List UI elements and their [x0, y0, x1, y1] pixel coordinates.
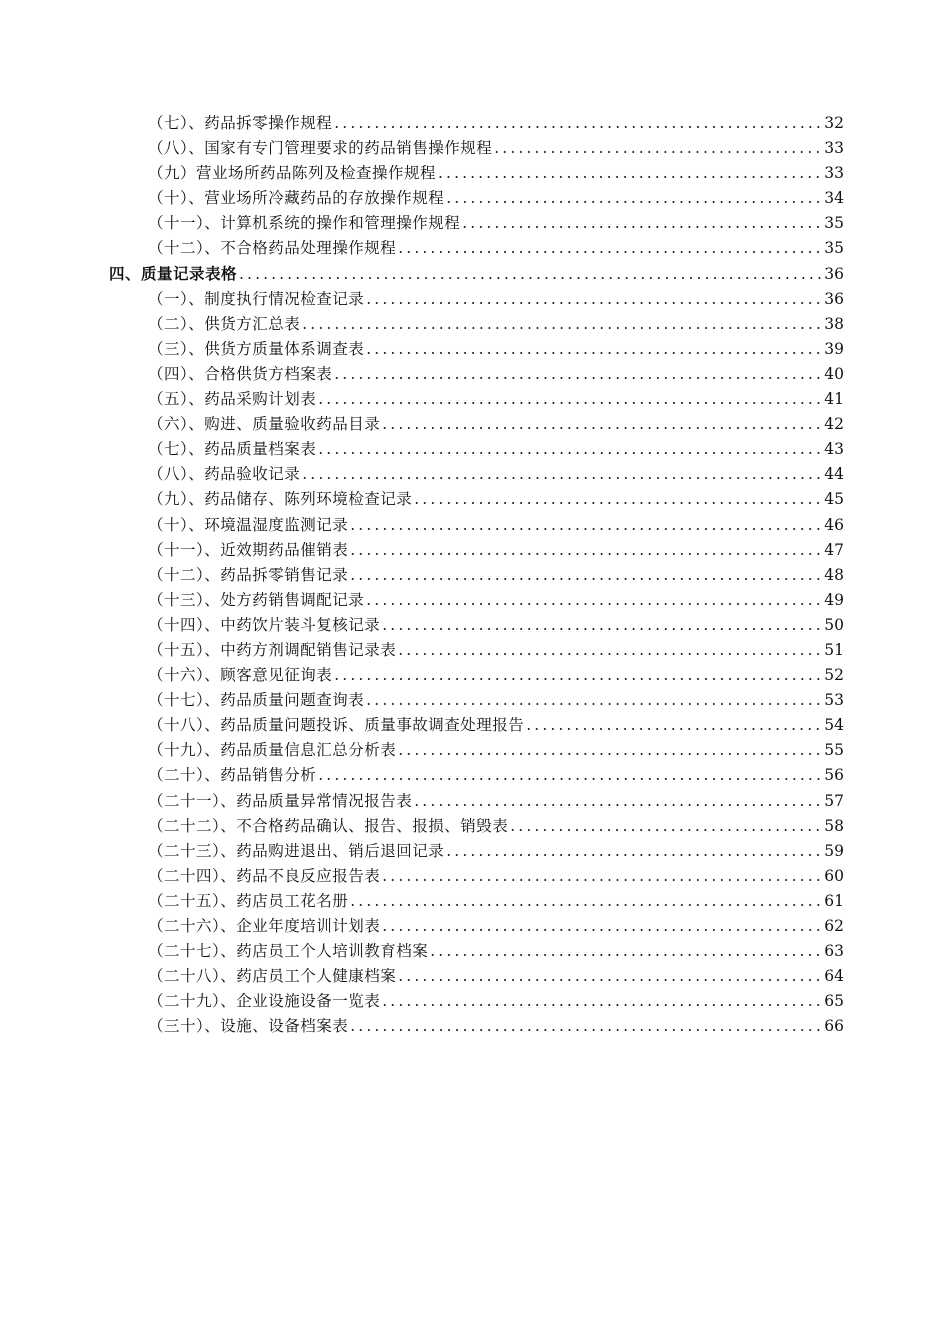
toc-entry-page: 58 [824, 816, 844, 835]
toc-entry-page: 54 [824, 716, 844, 735]
toc-entry-title: （十七）、药品质量问题查询表 [148, 691, 365, 710]
toc-entry-title: （二十九）、企业设施设备一览表 [148, 992, 381, 1011]
toc-entry-page: 48 [824, 565, 844, 584]
toc-entry[interactable] [0, 889, 950, 914]
toc-entry-page: 44 [824, 465, 844, 484]
toc-entry-page: 41 [824, 390, 844, 409]
toc-entry[interactable] [0, 437, 950, 462]
toc-entry-page: 43 [824, 440, 844, 459]
toc-entry[interactable] [0, 337, 950, 362]
dot-leader [396, 236, 822, 261]
toc-section-title: 四、质量记录表格 [109, 264, 238, 283]
toc-entry[interactable] [0, 563, 950, 588]
toc-entry-page: 33 [824, 139, 844, 158]
dot-leader [364, 588, 822, 613]
toc-entry-title: （十二）、不合格药品处理操作规程 [148, 239, 397, 258]
toc-entry-page: 35 [824, 239, 844, 258]
toc-entry[interactable] [0, 964, 950, 989]
toc-entry[interactable] [0, 914, 950, 939]
dot-leader [396, 964, 822, 989]
dot-leader [300, 462, 822, 487]
toc-entry[interactable] [0, 487, 950, 512]
dot-leader [412, 487, 822, 512]
dot-leader [436, 161, 822, 186]
dot-leader [348, 889, 822, 914]
toc-entry[interactable] [0, 763, 950, 788]
toc-entry-page: 55 [824, 741, 844, 760]
toc-entry[interactable] [0, 789, 950, 814]
dot-leader [364, 287, 822, 312]
toc-entry[interactable] [0, 513, 950, 538]
toc-entry[interactable] [0, 412, 950, 437]
toc-entry-page: 46 [824, 515, 844, 534]
toc-entry-title: （七）、药品拆零操作规程 [148, 114, 333, 132]
toc-section-heading[interactable] [0, 262, 950, 287]
toc-entry-title: （二十七）、药店员工个人培训教育档案 [148, 942, 429, 961]
toc-entry-title: （二十一）、药品质量异常情况报告表 [148, 791, 413, 810]
dot-leader [332, 362, 822, 387]
toc-entry[interactable] [0, 638, 950, 663]
toc-entry[interactable] [0, 111, 950, 136]
toc-entry-title: （七）、药品质量档案表 [148, 440, 317, 459]
dot-leader [444, 186, 822, 211]
dot-leader [380, 613, 822, 638]
toc-entry-title: （十四）、中药饮片装斗复核记录 [148, 615, 381, 634]
toc-entry[interactable] [0, 864, 950, 889]
toc-entry-title: （十二）、药品拆零销售记录 [148, 565, 349, 584]
toc-entry-title: （二十三）、药品购进退出、销后退回记录 [148, 841, 445, 860]
toc-entry-title: （二十二）、不合格药品确认、报告、报损、销毁表 [148, 816, 509, 835]
toc-entry-title: （十一）、计算机系统的操作和管理操作规程 [148, 214, 461, 233]
toc-entry-page: 39 [824, 339, 844, 358]
toc-entry-page: 36 [824, 289, 844, 308]
dot-leader [348, 563, 822, 588]
toc-entry[interactable] [0, 312, 950, 337]
toc-entry-title: （五）、药品采购计划表 [148, 390, 317, 409]
toc-entry-title: （二十八）、药店员工个人健康档案 [148, 967, 397, 986]
toc-entry[interactable] [0, 688, 950, 713]
toc-entry-title: （二十五）、药店员工花名册 [148, 891, 349, 910]
dot-leader [237, 262, 822, 287]
toc-entry-page: 40 [824, 364, 844, 383]
toc-entry[interactable] [0, 738, 950, 763]
toc-entry-page: 45 [824, 490, 844, 509]
dot-leader [364, 688, 822, 713]
toc-entry-title: （一）、制度执行情况检查记录 [148, 289, 365, 308]
toc-entry[interactable] [0, 713, 950, 738]
dot-leader [316, 437, 822, 462]
dot-leader [508, 814, 822, 839]
toc-entry-page: 64 [824, 967, 844, 986]
dot-leader [332, 111, 822, 136]
toc-entry[interactable] [0, 663, 950, 688]
toc-entry-title: （九）营业场所药品陈列及检查操作规程 [148, 164, 437, 183]
dot-leader [380, 989, 822, 1014]
toc-entry-title: （十六）、顾客意见征询表 [148, 666, 333, 685]
toc-entry-page: 49 [824, 590, 844, 609]
toc-entry-page: 32 [824, 114, 844, 132]
toc-entry-title: （十）、环境温湿度监测记录 [148, 515, 349, 534]
toc-entry[interactable] [0, 588, 950, 613]
toc-entry-page: 57 [824, 791, 844, 810]
toc-entry-page: 60 [824, 866, 844, 885]
toc-entry-title: （八）、国家有专门管理要求的药品销售操作规程 [148, 139, 493, 158]
toc-entry-page: 42 [824, 415, 844, 434]
dot-leader [316, 387, 822, 412]
toc-entry[interactable] [0, 136, 950, 161]
dot-leader [412, 789, 822, 814]
dot-leader [380, 412, 822, 437]
toc-entry[interactable] [0, 161, 950, 186]
dot-leader [300, 312, 822, 337]
toc-entry[interactable] [0, 186, 950, 211]
dot-leader [524, 713, 822, 738]
toc-entry[interactable] [0, 939, 950, 964]
dot-leader [380, 864, 822, 889]
dot-leader [460, 211, 822, 236]
toc-entry[interactable] [0, 613, 950, 638]
toc-entry-title: （四）、合格供货方档案表 [148, 364, 333, 383]
toc-entry-title: （十一）、近效期药品催销表 [148, 540, 349, 559]
toc-entry-page: 66 [824, 1017, 844, 1036]
toc-entry[interactable] [0, 989, 950, 1014]
toc-entry-page: 62 [824, 917, 844, 935]
toc-entry-title: （三）、供货方质量体系调查表 [148, 339, 365, 358]
toc-entry-page: 38 [824, 314, 844, 333]
toc-entry-page: 52 [824, 666, 844, 685]
dot-leader [316, 763, 822, 788]
toc-entry-title: （三十）、设施、设备档案表 [148, 1017, 349, 1036]
toc-entry-title: （十）、营业场所冷藏药品的存放操作规程 [148, 189, 445, 208]
dot-leader [348, 513, 822, 538]
toc-entry[interactable] [0, 211, 950, 236]
toc-entry[interactable] [0, 362, 950, 387]
toc-entry-title: （十八）、药品质量问题投诉、质量事故调查处理报告 [148, 716, 525, 735]
toc-entry-title: （八）、药品验收记录 [148, 465, 301, 484]
toc-entry-page: 47 [824, 540, 844, 559]
toc-entry[interactable] [0, 538, 950, 563]
toc-entry-title: （六）、购进、质量验收药品目录 [148, 415, 381, 434]
toc-entry-title: （二）、供货方汇总表 [148, 314, 301, 333]
toc-entry-title: （十三）、处方药销售调配记录 [148, 590, 365, 609]
table-of-contents [0, 111, 950, 1039]
toc-entry[interactable] [0, 387, 950, 412]
toc-entry-title: （十九）、药品质量信息汇总分析表 [148, 741, 397, 760]
toc-entry-page: 61 [824, 891, 844, 910]
toc-entry-title: （九）、药品储存、陈列环境检查记录 [148, 490, 413, 509]
toc-entry[interactable] [0, 839, 950, 864]
toc-entry[interactable] [0, 462, 950, 487]
toc-entry-title: （十五）、中药方剂调配销售记录表 [148, 640, 397, 659]
dot-leader [348, 1014, 822, 1039]
toc-entry-title: （二十六）、企业年度培训计划表 [148, 917, 381, 935]
toc-entry-page: 36 [824, 264, 844, 283]
dot-leader [492, 136, 822, 161]
toc-entry-page: 51 [824, 640, 844, 659]
toc-entry[interactable] [0, 236, 950, 261]
toc-entry-title: （二十四）、药品不良反应报告表 [148, 866, 381, 885]
toc-entry[interactable] [0, 1014, 950, 1039]
toc-entry-page: 56 [824, 766, 844, 785]
toc-entry-page: 33 [824, 164, 844, 183]
toc-entry-page: 65 [824, 992, 844, 1011]
toc-entry[interactable] [0, 287, 950, 312]
dot-leader [428, 939, 822, 964]
toc-entry-page: 34 [824, 189, 844, 208]
toc-entry-page: 50 [824, 615, 844, 634]
toc-entry-page: 63 [824, 942, 844, 961]
dot-leader [348, 538, 822, 563]
toc-entry-page: 35 [824, 214, 844, 233]
toc-entry-page: 59 [824, 841, 844, 860]
toc-entry-title: （二十）、药品销售分析 [148, 766, 317, 785]
toc-entry[interactable] [0, 814, 950, 839]
dot-leader [396, 638, 822, 663]
dot-leader [332, 663, 822, 688]
dot-leader [364, 337, 822, 362]
toc-entry-page: 53 [824, 691, 844, 710]
dot-leader [444, 839, 822, 864]
dot-leader [396, 738, 822, 763]
dot-leader [380, 914, 822, 939]
